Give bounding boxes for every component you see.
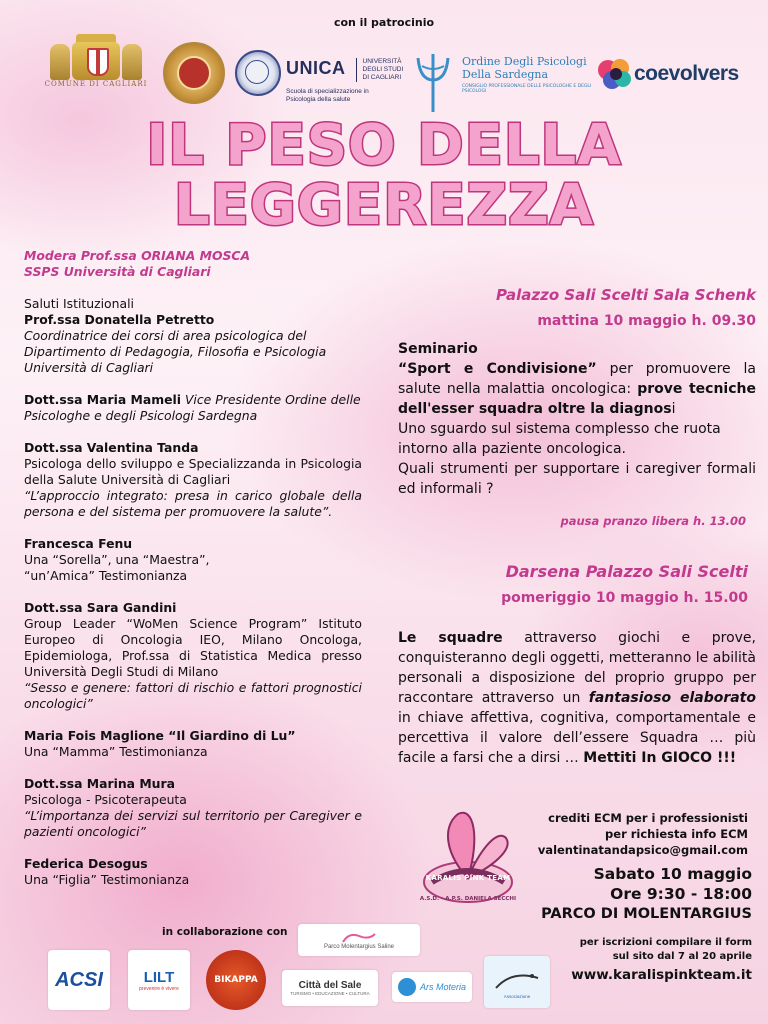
team-sub: A.S.D. - A.P.S. DANIELA SECCHI [419,896,517,902]
parco-molentargius-logo [298,924,420,956]
parco-label: Parco Molentargius Saline [323,944,395,950]
citta-label: Città del Sale [298,980,362,991]
speaker-mameli-role: Vice Presidente Ordine delle Psicologhe e degli Psicologi Sardegna [24,392,361,423]
citta-sub: TURISMO • EDUCAZIONE • CULTURA [290,991,370,996]
speaker-gandini-name: Dott.ssa Sara Gandini [24,600,177,615]
afternoon-description [398,628,756,768]
ecm-line-2: per richiesta info ECM [605,827,748,841]
seminario-title: “Sport e Condivisione” [398,361,597,377]
ordine-title-1: Ordine Degli Psicologi [462,55,587,68]
karalis-pink-team-logo [418,808,518,912]
bikappa-label: BIKAPPA [214,975,258,985]
speaker-fenu-name: Francesca Fenu [24,536,133,551]
ecm-email[interactable]: valentinatandapsico@gmail.com [537,843,748,857]
speaker-desogus-name: Federica Desogus [24,856,148,871]
program-speakers [24,248,362,888]
speaker-mameli [24,392,362,424]
speaker-petretto-name: Prof.ssa Donatella Petretto [24,312,215,327]
flamingo-icon [339,930,379,944]
mettiti-in-gioco: Mettiti In GIOCO !!! [583,750,737,766]
lilt-label: LILT [143,968,175,986]
morning-time: mattina 10 maggio h. 09.30 [537,313,756,329]
speaker-mura-role: Psicologa - Psicoterapeuta [24,792,187,807]
unica-uni-3: DI CAGLIARI [362,74,402,81]
speaker-desogus-role: Una “Figlia” Testimonianza [24,872,190,887]
speaker-maglione-name: Maria Fois Maglione “Il Giardino di Lu” [24,728,296,743]
afternoon-text-1: attraverso giochi e prove, conquisteranno degli oggetti, metteranno le abilità personali a disposizione del proprio gruppo per raccontare attraverso un [398,630,756,706]
unica-seal-icon [235,50,281,96]
seminario-bold-text: prove tecniche dell'esser squadra oltre la diagnos [398,381,756,417]
speaker-fenu-role-1: Una “Sorella”, una “Maestra”, [24,552,210,567]
citta-del-sale-logo [282,970,378,1006]
speaker-tanda-talk: “L’approccio integrato: presa in carico globale della persona e del sistema per promuovere la salute”. [24,488,362,519]
event-place: PARCO DI MOLENTARGIUS [541,906,752,922]
coevolvers-label: coevolvers [634,62,739,85]
speaker-mura-name: Dott.ssa Marina Mura [24,776,175,791]
unica-uni-1: UNIVERSITÀ [362,58,402,65]
bikappa-logo [206,950,266,1010]
event-hours: Ore 9:30 - 18:00 [610,885,752,903]
ars-label: Ars Moteria [419,982,466,992]
speaker-mameli-name: Dott.ssa Maria Mameli [24,392,182,407]
ordine-sub: CONSIGLIO PROFESSIONALE DELLE PSICOLOGHE E DEGLI PSICOLOGI [462,84,592,94]
university-seal-icon [163,42,225,104]
signup-line-1: per iscrizioni compilare il form [579,937,752,948]
speaker-petretto-role: Coordinatrice dei corsi di area psicologica del Dipartimento di Pedagogia, Filosofia e Psicologia Università di Cagliari [24,328,327,375]
saluti-label: Saluti Istituzionali [24,296,134,311]
associazione-logo [484,956,550,1008]
comune-cagliari-logo [44,42,148,88]
ordine-psicologi-logo [462,55,602,94]
afternoon-venue: Darsena Palazzo Sali Scelti [505,562,748,581]
psi-logo-icon [412,50,454,114]
coevolvers-icon [596,56,636,92]
seminario-label: Seminario [398,341,478,357]
associazione-label: Associazione [503,993,531,999]
website-link[interactable]: www.karalispinkteam.it [571,967,752,983]
moderator-line-1: Modera Prof.ssa ORIANA MOSCA [24,248,251,263]
seminario-text-2: Uno sguardo sul sistema complesso che ruota intorno alla paziente oncologica. [398,421,721,457]
team-name: KARALIS PINK TEAM [425,874,511,882]
lilt-logo [128,950,190,1010]
afternoon-time: pomeriggio 10 maggio h. 15.00 [501,590,748,606]
speaker-maglione-role: Una “Mamma” Testimonianza [24,744,208,759]
patrocinio-label: con il patrocinio [333,16,435,29]
event-title-line-2: LEGGEREZZA [173,173,595,238]
speaker-gandini-talk: “Sesso e genere: fattori di rischio e fattori prognostici oncologici” [24,680,362,711]
event-title-line-1: IL PESO DELLA [146,113,622,178]
speaker-tanda-role: Psicologa dello sviluppo e Specializzanda in Psicologia della Salute Università di Cagliari [24,456,362,487]
comune-label: COMUNE DI CAGLIARI [44,80,148,88]
ecm-line-1: crediti ECM per i professionisti [548,811,748,825]
unica-brand: UNICA [286,58,346,78]
ars-moteria-logo [392,972,472,1002]
fantasioso-label: fantasioso elaborato [588,690,756,706]
unica-logo [286,58,403,104]
morning-session [398,285,756,531]
afternoon-session [398,562,756,768]
seminario-text-3: Quali strumenti per supportare i caregiver formali ed informali ? [398,461,756,497]
afternoon-text-2: in chiave affettiva, cognitiva, comportamentale e percettiva il valore dell’essere Squadra … più facile a farsi che a dirsi … [398,710,756,766]
squadre-label: Le squadre [398,630,503,646]
ordine-title-2: Della Sardegna [462,68,549,81]
seminario-tail: i [671,401,676,417]
unica-school-2: Psicologia della salute [286,96,351,103]
speaker-tanda-name: Dott.ssa Valentina Tanda [24,440,199,455]
signup-line-2: sul sito dal 7 al 20 aprile [612,951,752,962]
speaker-fenu-role-2: “un’Amica” Testimonianza [24,568,188,583]
event-date: Sabato 10 maggio [593,865,752,883]
ecm-info [520,810,748,858]
acsi-label: ACSI [55,968,103,991]
speaker-mura-talk: “L’importanza dei servizi sul territorio per Caregiver e pazienti oncologici” [24,808,362,839]
event-info [520,864,752,924]
lilt-sub: prevenire è vivere [139,985,179,992]
speaker-gandini-role: Group Leader “WoMen Science Program” Istituto Europeo di Oncologia IEO, Milano Oncologa, Epidemiologa, Prof.ssa di Statistica Medica presso Università Degli Studi di Milano [24,616,362,679]
acsi-logo [48,950,110,1010]
collaborazione-label: in collaborazione con [162,926,288,938]
signup-info [560,936,752,964]
bird-icon [492,966,542,994]
lunch-break: pausa pranzo libera h. 13.00 [560,514,746,528]
seminario-description [398,359,756,419]
morning-venue: Palazzo Sali Scelti Sala Schenk [496,286,756,304]
unica-uni-2: DEGLI STUDI [362,66,404,73]
moderator-line-2: SSPS Università di Cagliari [24,264,211,279]
seminario-text-1: per promuovere la salute nella malattia oncologica: [398,361,757,397]
unica-school-1: Scuola di specializzazione in [286,88,369,95]
